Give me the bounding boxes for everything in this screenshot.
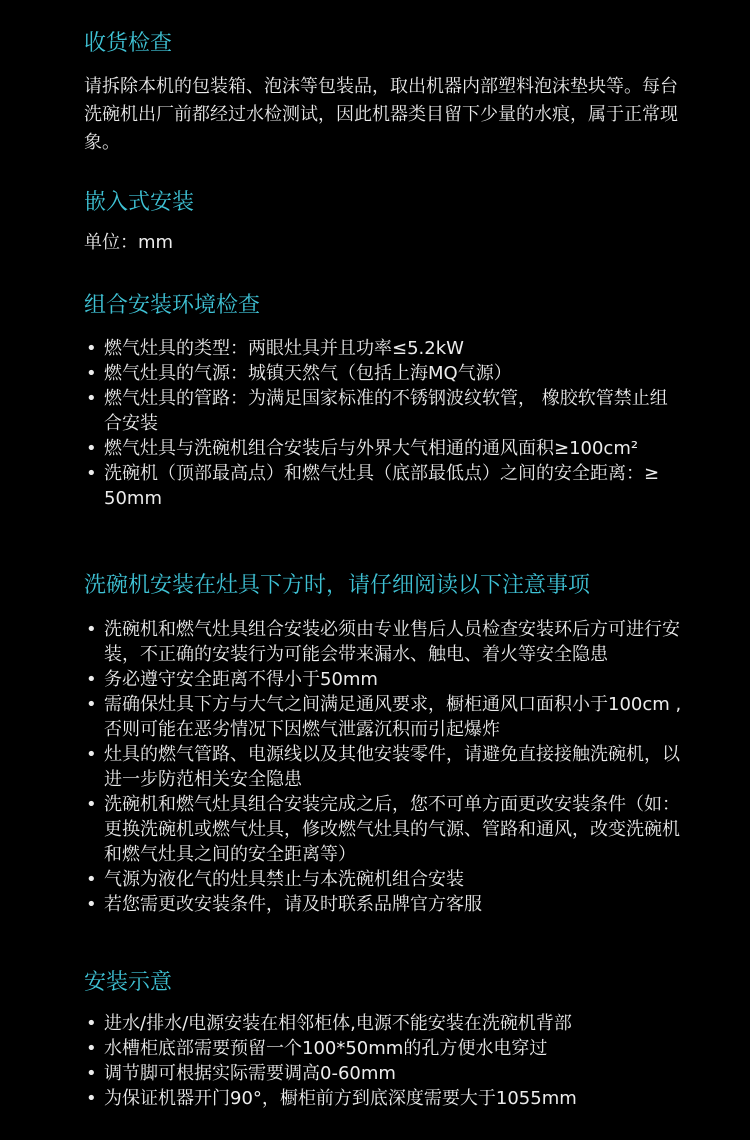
list-item-text: 燃气灶具的气源：城镇天然气（包括上海MQ气源） xyxy=(104,363,512,384)
receiving-check-title: 收货检查 xyxy=(84,31,173,56)
bullet-icon: • xyxy=(86,1088,97,1109)
install-diagram-title: 安装示意 xyxy=(84,970,173,995)
bullet-icon: • xyxy=(86,619,97,640)
list-item xyxy=(84,867,684,892)
list-item-text: 气源为液化气的灶具禁止与本洗碗机组合安装 xyxy=(104,869,464,890)
unit-label: 单位：mm xyxy=(84,232,174,253)
list-item xyxy=(84,892,684,917)
bullet-icon: • xyxy=(86,463,97,484)
bullet-icon: • xyxy=(86,1013,97,1034)
bullet-icon: • xyxy=(86,438,97,459)
under-stove-notes-title: 洗碗机安装在灶具下方时，请仔细阅读以下注意事项 xyxy=(84,573,591,598)
install-diagram-list xyxy=(84,1011,684,1111)
list-item xyxy=(84,742,684,792)
list-item-text: 燃气灶具的管路：为满足国家标准的不锈钢波纹软管， 橡胶软管禁止组合安装 xyxy=(104,388,668,434)
bullet-icon: • xyxy=(86,869,97,890)
bullet-icon: • xyxy=(86,388,97,409)
list-item-text: 若您需更改安装条件，请及时联系品牌官方客服 xyxy=(104,894,482,915)
list-item-text: 洗碗机（顶部最高点）和燃气灶具（底部最低点）之间的安全距离：≥ 50mm xyxy=(104,463,660,509)
combined-env-check-list xyxy=(84,336,684,511)
combined-env-check-title: 组合安装环境检查 xyxy=(84,293,261,318)
list-item xyxy=(84,692,684,742)
bullet-icon: • xyxy=(86,694,97,715)
bullet-icon: • xyxy=(86,794,97,815)
list-item-text: 燃气灶具的类型：两眼灶具并且功率≤5.2kW xyxy=(104,338,464,359)
bullet-icon: • xyxy=(86,894,97,915)
bullet-icon: • xyxy=(86,669,97,690)
list-item xyxy=(84,667,684,692)
list-item xyxy=(84,792,684,867)
list-item xyxy=(84,1011,684,1036)
list-item-text: 务必遵守安全距离不得小于50mm xyxy=(104,669,378,690)
list-item-text: 需确保灶具下方与大气之间满足通风要求，橱柜通风口面积小于100cm ,否则可能在恶劣情况下因燃气泄露沉积而引起爆炸 xyxy=(104,694,682,740)
list-item-text: 水槽柜底部需要预留一个100*50mm的孔方便水电穿过 xyxy=(104,1038,548,1059)
bullet-icon: • xyxy=(86,1038,97,1059)
list-item xyxy=(84,1061,684,1086)
bullet-icon: • xyxy=(86,338,97,359)
list-item-text: 为保证机器开门90°，橱柜前方到底深度需要大于1055mm xyxy=(104,1088,577,1109)
bullet-icon: • xyxy=(86,1063,97,1084)
bullet-icon: • xyxy=(86,363,97,384)
list-item-text: 洗碗机和燃气灶具组合安装必须由专业售后人员检查安装环后方可进行安装，不正确的安装行为可能会带来漏水、触电、着火等安全隐患 xyxy=(104,619,680,665)
list-item xyxy=(84,436,684,461)
list-item-text: 调节脚可根据实际需要调高0-60mm xyxy=(104,1063,396,1084)
bullet-icon: • xyxy=(86,744,97,765)
list-item-text: 灶具的燃气管路、电源线以及其他安装零件，请避免直接接触洗碗机，以进一步防范相关安全隐患 xyxy=(104,744,680,790)
receiving-check-body: 请拆除本机的包装箱、泡沫等包装品，取出机器内部塑料泡沫垫块等。每台洗碗机出厂前都经过水检测试，因此机器类目留下少量的水痕，属于正常现象。 xyxy=(84,76,678,153)
list-item xyxy=(84,1086,684,1111)
list-item xyxy=(84,461,684,511)
list-item xyxy=(84,1036,684,1061)
list-item-text: 洗碗机和燃气灶具组合安装完成之后，您不可单方面更改安装条件（如：更换洗碗机或燃气灶具，修改燃气灶具的气源、管路和通风，改变洗碗机和燃气灶具之间的安全距离等） xyxy=(104,794,680,865)
list-item-text: 进水/排水/电源安装在相邻柜体,电源不能安装在洗碗机背部 xyxy=(104,1013,572,1034)
built-in-install-title: 嵌入式安装 xyxy=(84,190,195,215)
list-item-text: 燃气灶具与洗碗机组合安装后与外界大气相通的通风面积≥100cm² xyxy=(104,438,639,459)
list-item xyxy=(84,386,684,436)
list-item xyxy=(84,617,684,667)
list-item xyxy=(84,336,684,361)
under-stove-notes-list xyxy=(84,617,684,917)
list-item xyxy=(84,361,684,386)
